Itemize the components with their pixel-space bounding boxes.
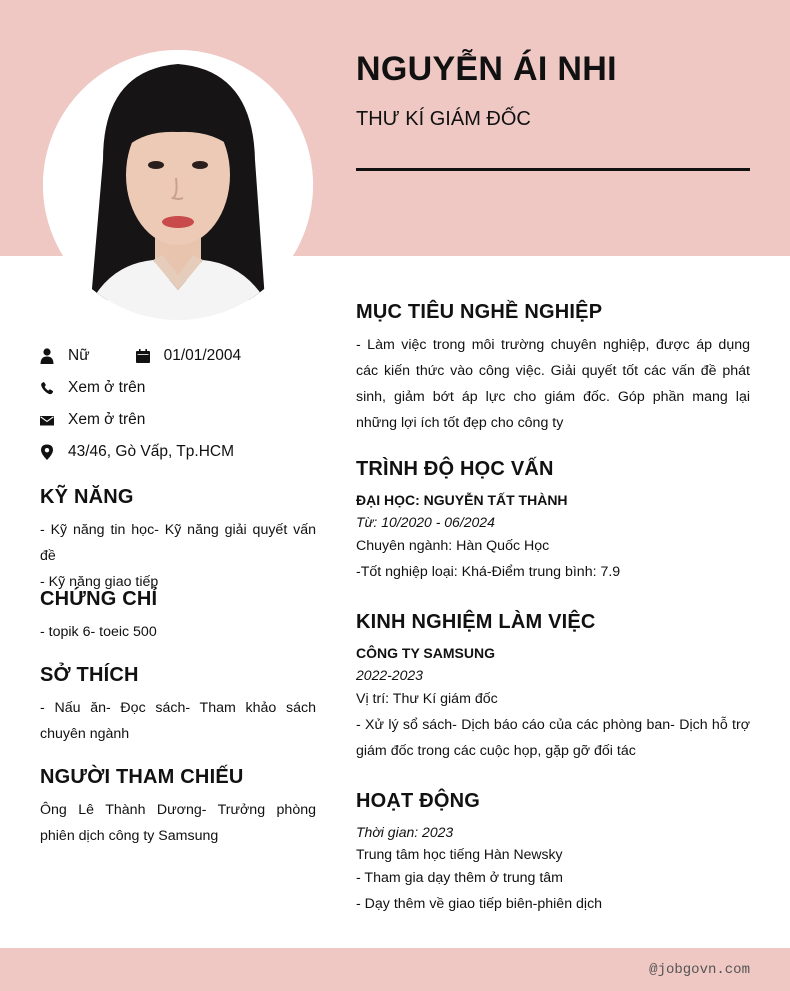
experience-section — [356, 611, 750, 764]
activities-heading: HOẠT ĐỘNG — [356, 790, 481, 812]
activities-time: Thời gian: 2023 — [356, 824, 454, 840]
activities-item: - Tham gia dạy thêm ở trung tâm — [356, 870, 563, 886]
profile-photo — [43, 50, 313, 320]
skills-line: - Kỹ năng tin học- Kỹ năng giải quyết vấn đề — [40, 522, 316, 564]
gender-item — [40, 347, 90, 365]
phone-icon — [40, 380, 54, 396]
skills-heading: KỸ NĂNG — [40, 486, 134, 508]
certificates-section — [40, 588, 316, 645]
experience-company: CÔNG TY SAMSUNG — [356, 645, 495, 661]
gender-value: Nữ — [68, 347, 90, 364]
references-text: Ông Lê Thành Dương- Trưởng phòng phiên dịch công ty Samsung — [40, 802, 316, 844]
activities-section — [356, 790, 750, 917]
objective-section — [356, 301, 750, 436]
phone-row — [40, 372, 316, 404]
address-value: 43/46, Gò Vấp, Tp.HCM — [68, 443, 234, 460]
education-school: ĐẠI HỌC: NGUYỄN TẤT THÀNH — [356, 492, 568, 508]
person-icon — [40, 348, 54, 364]
email-row — [40, 404, 316, 436]
hobbies-heading: SỞ THÍCH — [40, 664, 139, 686]
footer-watermark: @jobgovn.com — [649, 962, 750, 978]
education-major: Chuyên ngành: Hàn Quốc Học — [356, 538, 550, 554]
address-row — [40, 436, 316, 468]
candidate-job-title: THƯ KÍ GIÁM ĐỐC — [356, 108, 531, 130]
hobbies-section — [40, 664, 316, 747]
title-divider — [356, 168, 750, 171]
skills-line: - Kỹ năng giao tiếp — [40, 574, 159, 590]
location-pin-icon — [40, 444, 54, 460]
certificates-heading: CHỨNG CHỈ — [40, 588, 158, 610]
experience-period: 2022-2023 — [356, 667, 423, 683]
skills-section — [40, 486, 316, 595]
hobbies-text: - Nấu ăn- Đọc sách- Tham khảo sách chuyên ngành — [40, 700, 316, 742]
calendar-icon — [136, 348, 150, 364]
references-section — [40, 766, 316, 849]
dob-item — [136, 347, 242, 365]
experience-position: Vị trí: Thư Kí giám đốc — [356, 691, 498, 707]
phone-value: Xem ở trên — [68, 379, 146, 396]
mail-icon — [40, 412, 54, 428]
experience-duties: - Xử lý sổ sách- Dịch báo cáo của các phòng ban- Dịch hỗ trợ giám đốc trong các cuộc họp, gặp gỡ đối tác — [356, 717, 750, 759]
candidate-name: NGUYỄN ÁI NHI — [356, 50, 617, 88]
education-heading: TRÌNH ĐỘ HỌC VẤN — [356, 458, 554, 480]
references-heading: NGƯỜI THAM CHIẾU — [40, 766, 244, 788]
objective-heading: MỤC TIÊU NGHỀ NGHIỆP — [356, 301, 603, 323]
objective-text: - Làm việc trong môi trường chuyên nghiệp, được áp dụng các kiến thức vào công việc. Giải quyết tốt các vấn đề phát sinh, giảm bớt áp lực cho giám đốc. Góp phần mang lại những lợi ích tốt đẹp cho công ty — [356, 337, 750, 431]
portrait-image — [43, 50, 313, 320]
experience-heading: KINH NGHIỆM LÀM VIỆC — [356, 611, 596, 633]
dob-value: 01/01/2004 — [163, 347, 242, 364]
email-value: Xem ở trên — [68, 411, 146, 428]
activities-place: Trung tâm học tiếng Hàn Newsky — [356, 846, 563, 862]
certificates-text: - topik 6- toeic 500 — [40, 624, 157, 640]
gender-dob-row — [40, 340, 316, 372]
personal-info — [40, 340, 316, 468]
education-grade: -Tốt nghiệp loại: Khá-Điểm trung bình: 7.9 — [356, 564, 621, 580]
education-section — [356, 458, 750, 585]
education-period: Từ: 10/2020 - 06/2024 — [356, 514, 495, 530]
activities-item: - Dạy thêm về giao tiếp biên-phiên dịch — [356, 896, 603, 912]
